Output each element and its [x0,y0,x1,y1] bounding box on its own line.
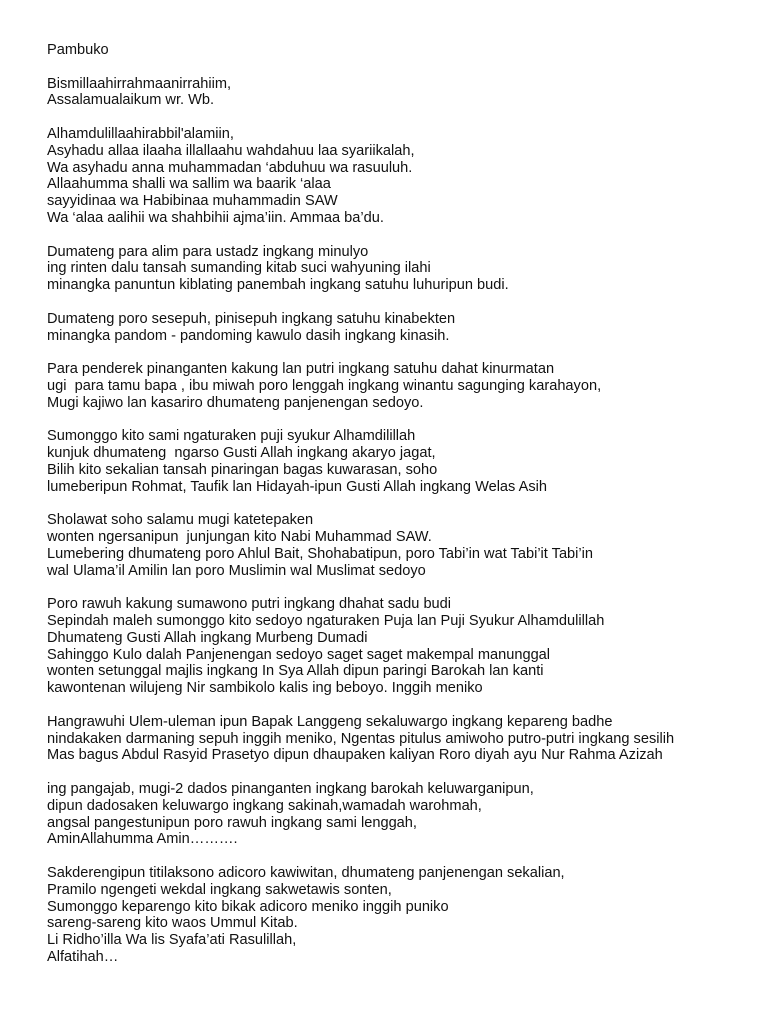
text-line: Assalamualaikum wr. Wb. [47,92,215,109]
text-line: Bilih kito sekalian tansah pinaringan bagas kuwarasan, soho [47,461,438,478]
text-line: Sakderengipun titilaksono adicoro kawiwitan, dhumateng panjenengan sekalian, [47,865,565,882]
text-line: Sepindah maleh sumonggo kito sedoyo ngaturaken Puja lan Puji Syukur Alhamdulillah [47,613,605,630]
text-line: Asyhadu allaa ilaaha illallaahu wahdahuu laa syariikalah, [47,142,415,159]
paragraph-hamdalah [47,126,747,227]
text-line: kunjuk dhumateng ngarso Gusti Allah ingkang akaryo jagat, [47,445,436,462]
text-line: nindakaken darmaning sepuh inggih meniko, Ngentas pitulus amiwoho putro-putri ingkang sesilih [47,730,675,747]
paragraph-salam [47,76,747,110]
text-line: AminAllahumma Amin………. [47,831,238,848]
text-line: Pramilo ngengeti wekdal ingkang sakwetawis sonten, [47,881,392,898]
text-line: Sahinggo Kulo dalah Panjenengan sedoyo saget saget makempal manunggal [47,646,551,663]
text-line: minangka panuntun kiblating panembah ingkang satuhu luhuripun budi. [47,277,509,294]
text-line: wonten setunggal majlis ingkang In Sya Allah dipun paringi Barokah lan kanti [47,663,544,680]
text-line: Lumebering dhumateng poro Ahlul Bait, Shohabatipun, poro Tabi’in wat Tabi’it Tabi’in [47,545,594,562]
text-line: sayyidinaa wa Habibinaa muhammadin SAW [47,193,338,210]
text-line: Mas bagus Abdul Rasyid Prasetyo dipun dhaupaken kaliyan Roro diyah ayu Nur Rahma Azizah [47,747,663,764]
text-line: Wa asyhadu anna muhammadan ‘abduhuu wa rasuuluh. [47,159,413,176]
text-line: Alhamdulillaahirabbil'alamiin, [47,125,234,142]
text-line: Sholawat soho salamu mugi katetepaken [47,512,314,529]
document-page [47,42,747,983]
text-line: ing rinten dalu tansah sumanding kitab suci wahyuning ilahi [47,260,431,277]
text-line: angsal pangestunipun poro rawuh ingkang sami lenggah, [47,814,417,831]
paragraph-rawuh [47,596,747,697]
paragraph-syukur [47,428,747,495]
text-line: Mugi kajiwo lan kasariro dhumateng panjenengan sedoyo. [47,394,424,411]
text-line: ing pangajab, mugi-2 dados pinanganten ingkang barokah keluwarganipun, [47,781,534,798]
text-line: Alfatihah… [47,949,119,966]
text-line: wonten ngersanipun junjungan kito Nabi Muhammad SAW. [47,529,432,546]
text-line: Dumateng poro sesepuh, pinisepuh ingkang satuhu kinabekten [47,310,456,327]
text-line: Bismillaahirrahmaanirrahiim, [47,75,232,92]
paragraph-ulem-uleman [47,714,747,764]
text-line: Wa ‘alaa aalihii wa shahbihii ajma’iin. Ammaa ba’du. [47,209,384,226]
text-line: Dhumateng Gusti Allah ingkang Murbeng Dumadi [47,629,368,646]
text-line: ugi para tamu bapa , ibu miwah poro lenggah ingkang winantu sagunging karahayon, [47,377,602,394]
text-line: Hangrawuhi Ulem-uleman ipun Bapak Langgeng sekaluwargo ingkang kepareng badhe [47,713,613,730]
text-line: Poro rawuh kakung sumawono putri ingkang dhahat sadu budi [47,596,452,613]
text-line: lumeberipun Rohmat, Taufik lan Hidayah-ipun Gusti Allah ingkang Welas Asih [47,478,547,495]
text-line: Para penderek pinanganten kakung lan putri ingkang satuhu dahat kinurmatan [47,361,555,378]
text-line: dipun dadosaken keluwargo ingkang sakinah,wamadah warohmah, [47,797,482,814]
text-line: sareng-sareng kito waos Ummul Kitab. [47,915,298,932]
paragraph-sesepuh [47,311,747,345]
text-line: wal Ulama’il Amilin lan poro Muslimin wal Muslimat sedoyo [47,562,426,579]
text-line: Allaahumma shalli wa sallim wa baarik ‘alaa [47,176,331,193]
text-line: minangka pandom - pandoming kawulo dasih ingkang kinasih. [47,327,450,344]
paragraph-pangajab [47,781,747,848]
paragraph-title [47,42,747,59]
paragraph-penutup [47,865,747,966]
paragraph-sholawat [47,512,747,579]
title-line: Pambuko [47,42,109,58]
text-line: Dumateng para alim para ustadz ingkang minulyo [47,243,369,260]
paragraph-ulama [47,244,747,294]
text-line: Sumonggo kito sami ngaturaken puji syukur Alhamdilillah [47,428,416,445]
text-line: Sumonggo keparengo kito bikak adicoro meniko inggih puniko [47,898,449,915]
paragraph-penderek [47,361,747,411]
text-line: Li Ridho’illa Wa lis Syafa’ati Rasulillah, [47,932,297,949]
text-line: kawontenan wilujeng Nir sambikolo kalis ing beboyo. Inggih meniko [47,680,483,697]
